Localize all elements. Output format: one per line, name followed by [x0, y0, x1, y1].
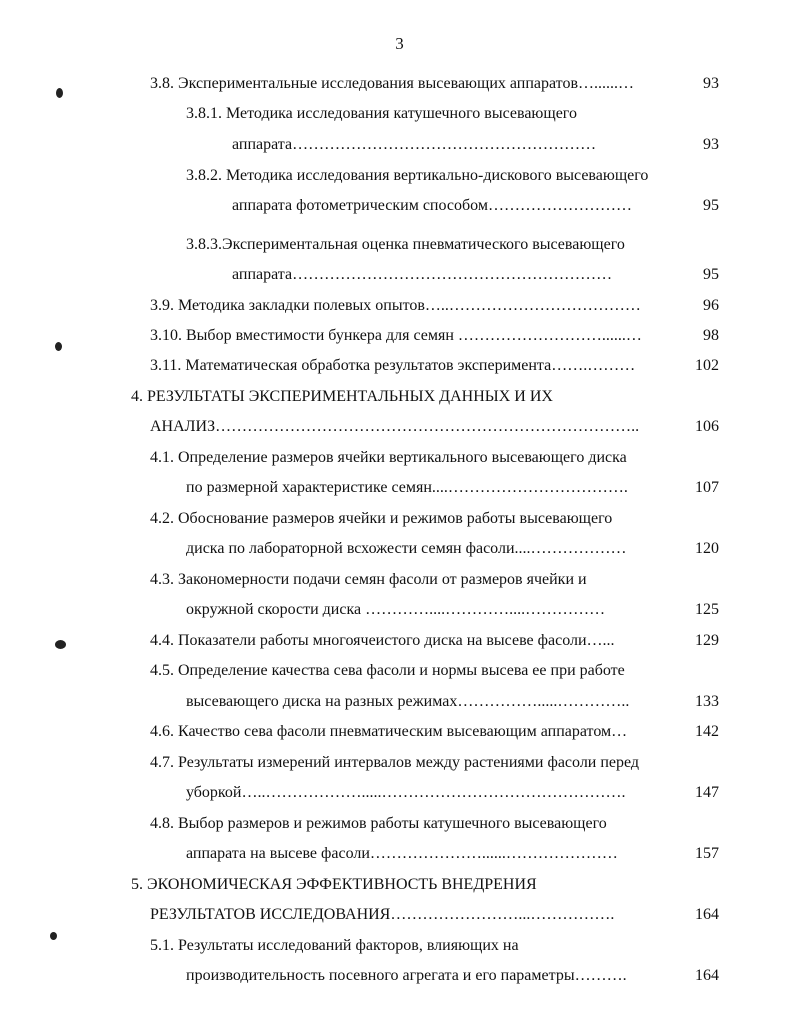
- page-number: 3: [395, 34, 404, 53]
- toc-entry-text: по размерной характеристике семян....…………………………….: [186, 479, 628, 496]
- scan-speck: [50, 932, 57, 940]
- toc-page-number: 164: [695, 906, 719, 923]
- toc-page-number: 106: [695, 418, 719, 435]
- toc-entry-text: 4.7. Результаты измерений интервалов между растениями фасоли перед: [150, 754, 640, 771]
- toc-entry-text: 4. РЕЗУЛЬТАТЫ ЭКСПЕРИМЕНТАЛЬНЫХ ДАННЫХ И ИХ: [131, 388, 553, 405]
- toc-entry-text: 5.1. Результаты исследований факторов, влияющих на: [150, 937, 519, 954]
- toc-entry-text: аппарата фотометрическим способом………………………: [232, 197, 632, 214]
- toc-entry-text: РЕЗУЛЬТАТОВ ИССЛЕДОВАНИЯ……………………...…………….: [150, 906, 615, 923]
- toc-page-number: 129: [695, 632, 719, 649]
- scan-speck: [56, 88, 63, 98]
- toc-page-number: 93: [703, 136, 719, 153]
- toc-page-number: 142: [695, 723, 719, 740]
- toc-entry-text: уборкой…..……………….....……………………………………….: [186, 784, 626, 801]
- toc-page-number: 96: [703, 297, 719, 314]
- toc-page-number: 147: [695, 784, 719, 801]
- toc-entry-text: 3.11. Математическая обработка результатов эксперимента…….………: [150, 357, 636, 374]
- toc-page-number: 93: [703, 75, 719, 92]
- toc-entry-text: высевающего диска на разных режимах…………….....…………..: [186, 693, 630, 710]
- toc-entry-text: 3.10. Выбор вместимости бункера для семян ………………………......…: [150, 327, 642, 344]
- toc-entry-text: 4.6. Качество сева фасоли пневматическим высевающим аппаратом…: [150, 723, 628, 740]
- toc-page-number: 133: [695, 693, 719, 710]
- toc-page-number: 157: [695, 845, 719, 862]
- toc-entry-text: 4.5. Определение качества сева фасоли и нормы высева ее при работе: [150, 662, 625, 679]
- scan-speck: [55, 640, 66, 649]
- toc-page-number: 107: [695, 479, 719, 496]
- toc-entry-text: диска по лабораторной всхожести семян фасоли....………………: [186, 540, 627, 557]
- toc-entry-text: аппарата……………………………………………………: [232, 266, 613, 283]
- toc-entry-text: 4.4. Показатели работы многоячеистого диска на высеве фасоли…...: [150, 632, 615, 649]
- toc-entry-text: 3.8.3.Экспериментальная оценка пневматического высевающего: [186, 236, 625, 253]
- toc-entry-text: 3.8. Экспериментальные исследования высевающих аппаратов…......…: [150, 75, 635, 92]
- toc-entry-text: АНАЛИЗ……………………………………………………………………..: [150, 418, 640, 435]
- toc-entry-text: окружной скорости диска …………....…………....……………: [186, 601, 606, 618]
- toc-entry-text: 3.8.1. Методика исследования катушечного высевающего: [186, 105, 577, 122]
- toc-entry-text: 4.8. Выбор размеров и режимов работы катушечного высевающего: [150, 815, 607, 832]
- toc-entry-text: аппарата на высеве фасоли…………………......…………………: [186, 845, 618, 862]
- toc-entry-text: производительность посевного агрегата и его параметры……….: [186, 967, 627, 984]
- toc-entry-text: аппарата…………………………………………………: [232, 136, 597, 153]
- toc-entry-text: 4.1. Определение размеров ячейки вертикального высевающего диска: [150, 449, 627, 466]
- toc-entry-text: 4.3. Закономерности подачи семян фасоли от размеров ячейки и: [150, 571, 587, 588]
- toc-page-number: 164: [695, 967, 719, 984]
- toc-entry-text: 3.8.2. Методика исследования вертикально-дискового высевающего: [186, 167, 649, 184]
- toc-page-number: 95: [703, 266, 719, 283]
- toc-entry-text: 3.9. Методика закладки полевых опытов…..………………………………: [150, 297, 641, 314]
- scan-speck: [55, 342, 62, 351]
- toc-page-number: 120: [695, 540, 719, 557]
- toc-page-number: 102: [695, 357, 719, 374]
- toc-page-number: 125: [695, 601, 719, 618]
- toc-page-number: 98: [703, 327, 719, 344]
- toc-entry-text: 5. ЭКОНОМИЧЕСКАЯ ЭФФЕКТИВНОСТЬ ВНЕДРЕНИЯ: [131, 876, 537, 893]
- toc-page-number: 95: [703, 197, 719, 214]
- toc-entry-text: 4.2. Обоснование размеров ячейки и режимов работы высевающего: [150, 510, 613, 527]
